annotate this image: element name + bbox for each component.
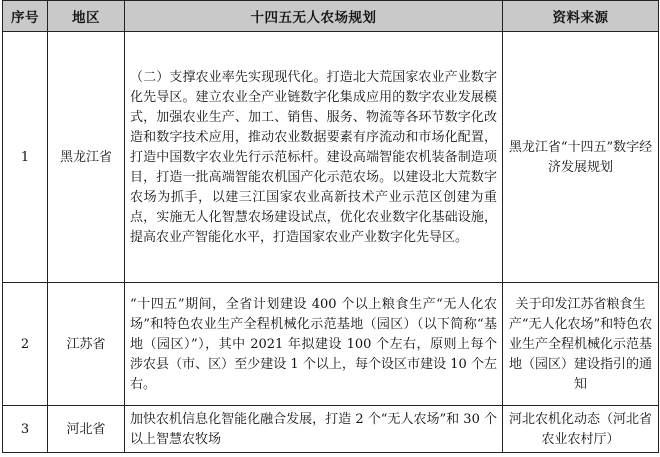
- row-region: 黑龙江省: [48, 32, 125, 283]
- table-row: [3, 406, 659, 453]
- row-source: 河北农机化动态（河北省农业农村厅）: [503, 406, 659, 453]
- table-row: [3, 283, 659, 406]
- header-no: 序号: [3, 1, 48, 32]
- plan-table: [2, 0, 659, 453]
- row-source: 关于印发江苏省粮食生产“无人化农场”和特色农业生产全程机械化示范基地（园区）建设指引的通知: [503, 283, 659, 406]
- row-plan: “十四五”期间，全省计划建设 400 个以上粮食生产“无人化农场”和特色农业生产全程机械化示范基地（园区）（以下简称“基地（园区）”），其中 2021 年拟建设 100 个左右，原则上每个涉农县（市、区）至少建设 1 个以上，每个设区市建设 10 个左右。: [125, 283, 503, 406]
- header-source: 资料来源: [503, 1, 659, 32]
- row-number: 2: [3, 283, 48, 406]
- row-region: 河北省: [48, 406, 125, 453]
- row-source: 黑龙江省“十四五”数字经济发展规划: [503, 32, 659, 283]
- row-region: 江苏省: [48, 283, 125, 406]
- header-region: 地区: [48, 1, 125, 32]
- table-row: [3, 32, 659, 283]
- row-plan: 加快农机信息化智能化融合发展，打造 2 个“无人农场”和 30 个以上智慧农牧场: [125, 406, 503, 453]
- table-header-row: [3, 1, 659, 32]
- row-number: 1: [3, 32, 48, 283]
- header-plan: 十四五无人农场规划: [125, 1, 503, 32]
- row-plan: （二）支撑农业率先实现现代化。打造北大荒国家农业产业数字化先导区。建立农业全产业链数字化集成应用的数字农业发展模式，加强农业生产、加工、销售、服务、物流等各环节数字化改造和数字技术应用，推动农业数据要素有序流动和市场化配置，打造中国数字农业先行示范标杆。建设高端智能农机装备制造项目，打造一批高端智能农机国产化示范农场。以建设北大荒数字农场为抓手，以建三江国家农业高新技术产业示范区创建为重点，实施无人化智慧农场建设试点，优化农业数字化基础设施，提高农业产智能化水平，打造国家农业产业数字化先导区。: [125, 32, 503, 283]
- row-number: 3: [3, 406, 48, 453]
